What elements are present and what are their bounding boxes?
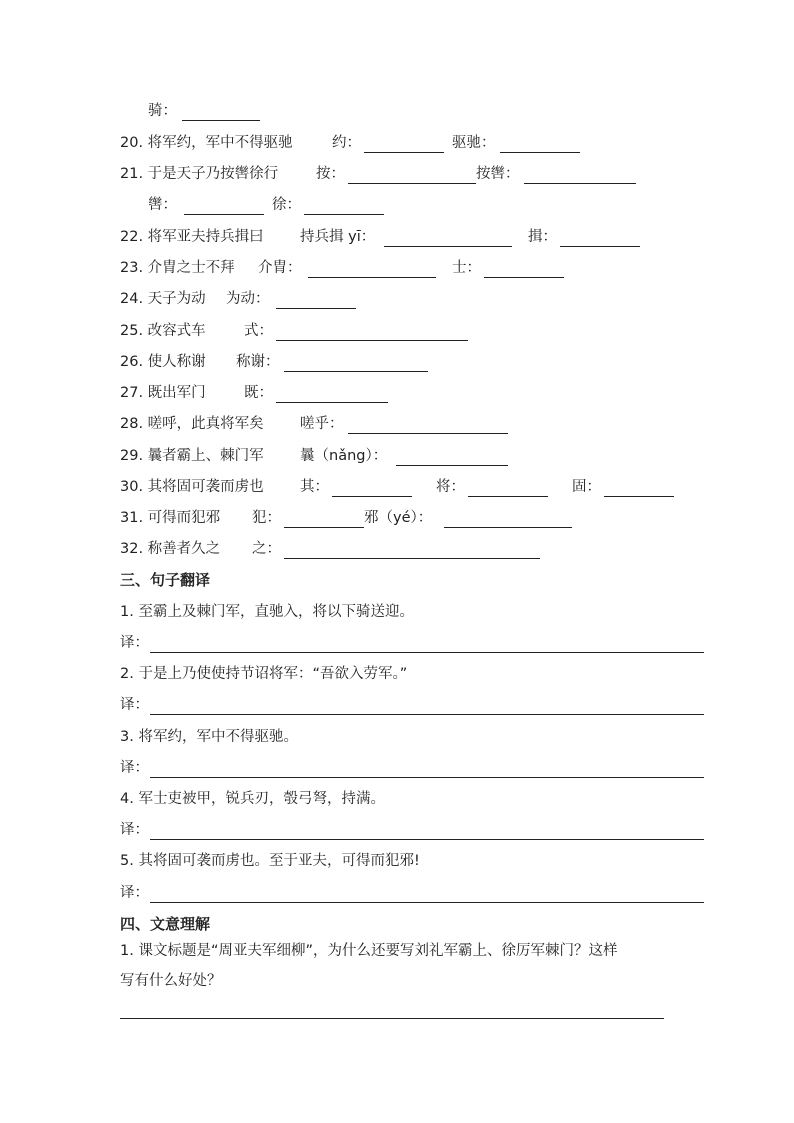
answer-blank[interactable]	[284, 371, 428, 372]
answer-label: 译：	[120, 760, 149, 776]
vocab-prompt: 式：	[244, 323, 273, 339]
vocab-prompt: 为动：	[226, 291, 270, 307]
answer-blank[interactable]	[308, 277, 436, 278]
vocab-prompt: 曩（nǎng）：	[300, 448, 388, 464]
answer-line[interactable]	[150, 839, 704, 840]
answer-label: 译：	[120, 635, 149, 651]
answer-blank[interactable]	[500, 152, 580, 153]
vocab-prompt: 犯：	[252, 510, 281, 526]
vocab-sentence: 27. 既出军门	[120, 385, 206, 401]
vocab-prompt: 辔：	[148, 197, 177, 213]
vocab-prompt: 揖：	[528, 229, 557, 245]
answer-blank[interactable]	[384, 246, 512, 247]
answer-blank[interactable]	[276, 402, 388, 403]
answer-label: 译：	[120, 822, 149, 838]
vocab-prompt: 之：	[252, 541, 281, 557]
answer-label: 译：	[120, 885, 149, 901]
answer-line[interactable]	[150, 714, 704, 715]
vocab-prompt: 按辔：	[476, 166, 520, 182]
answer-blank[interactable]	[284, 558, 540, 559]
comprehension-question: 1. 课文标题是“周亚夫军细柳”，为什么还要写刘礼军霸上、徐厉军棘门？这样	[120, 943, 618, 959]
answer-blank[interactable]	[468, 496, 548, 497]
vocab-prompt: 徐：	[272, 197, 301, 213]
answer-blank[interactable]	[184, 214, 264, 215]
vocab-prompt: 其：	[300, 479, 329, 495]
translation-question: 5. 其将固可袭而虏也。至于亚夫，可得而犯邪!	[120, 853, 420, 869]
answer-blank[interactable]	[182, 120, 260, 121]
vocab-prompt: 将：	[436, 479, 465, 495]
answer-line[interactable]	[150, 902, 704, 903]
vocab-prompt: 骑：	[148, 103, 177, 119]
vocab-sentence: 24. 天子为动	[120, 291, 206, 307]
answer-blank[interactable]	[276, 340, 468, 341]
answer-blank[interactable]	[348, 433, 508, 434]
vocab-prompt: 持兵揖 yī：	[300, 229, 376, 245]
answer-line[interactable]	[120, 1018, 664, 1019]
answer-blank[interactable]	[484, 277, 564, 278]
vocab-prompt: 约：	[332, 135, 361, 151]
translation-question: 4. 军士吏被甲，锐兵刃，彀弓弩，持满。	[120, 791, 385, 807]
answer-blank[interactable]	[276, 308, 356, 309]
vocab-sentence: 31. 可得而犯邪	[120, 510, 221, 526]
translation-question: 1. 至霸上及棘门军，直驰入，将以下骑送迎。	[120, 604, 414, 620]
vocab-sentence: 26. 使人称谢	[120, 354, 206, 370]
vocab-prompt: 邪（yé）：	[364, 510, 433, 526]
answer-blank[interactable]	[332, 496, 412, 497]
answer-blank[interactable]	[348, 183, 476, 184]
answer-blank[interactable]	[604, 496, 674, 497]
answer-blank[interactable]	[304, 214, 384, 215]
answer-blank[interactable]	[560, 246, 640, 247]
vocab-sentence: 32. 称善者久之	[120, 541, 221, 557]
vocab-prompt: 既：	[244, 385, 273, 401]
vocab-prompt: 按：	[316, 166, 345, 182]
vocab-sentence: 29. 曩者霸上、棘门军	[120, 448, 264, 464]
vocab-prompt: 固：	[572, 479, 601, 495]
vocab-sentence: 22. 将军亚夫持兵揖曰	[120, 229, 264, 245]
answer-blank[interactable]	[396, 465, 508, 466]
vocab-prompt: 驱驰：	[452, 135, 496, 151]
vocab-sentence: 25. 改容式车	[120, 323, 206, 339]
translation-question: 2. 于是上乃使使持节诏将军：“吾欲入劳军。”	[120, 666, 408, 682]
vocab-sentence: 23. 介胄之士不拜	[120, 260, 235, 276]
answer-label: 译：	[120, 697, 149, 713]
comprehension-question-cont: 写有什么好处？	[120, 973, 222, 989]
answer-blank[interactable]	[364, 152, 444, 153]
vocab-sentence: 28. 嗟呼，此真将军矣	[120, 416, 264, 432]
vocab-prompt: 介胄：	[258, 260, 302, 276]
section-heading: 三、句子翻译	[120, 571, 211, 589]
answer-blank[interactable]	[284, 527, 364, 528]
vocab-prompt: 嗟乎：	[300, 416, 344, 432]
answer-blank[interactable]	[444, 527, 572, 528]
vocab-prompt: 士：	[452, 260, 481, 276]
answer-line[interactable]	[150, 777, 704, 778]
vocab-sentence: 21. 于是天子乃按辔徐行	[120, 166, 279, 182]
vocab-sentence: 20. 将军约，军中不得驱驰	[120, 135, 293, 151]
translation-question: 3. 将军约，军中不得驱驰。	[120, 729, 298, 745]
vocab-sentence: 30. 其将固可袭而虏也	[120, 479, 264, 495]
answer-line[interactable]	[150, 652, 704, 653]
answer-blank[interactable]	[524, 183, 636, 184]
section-heading: 四、文意理解	[120, 915, 211, 933]
vocab-prompt: 称谢：	[236, 354, 280, 370]
